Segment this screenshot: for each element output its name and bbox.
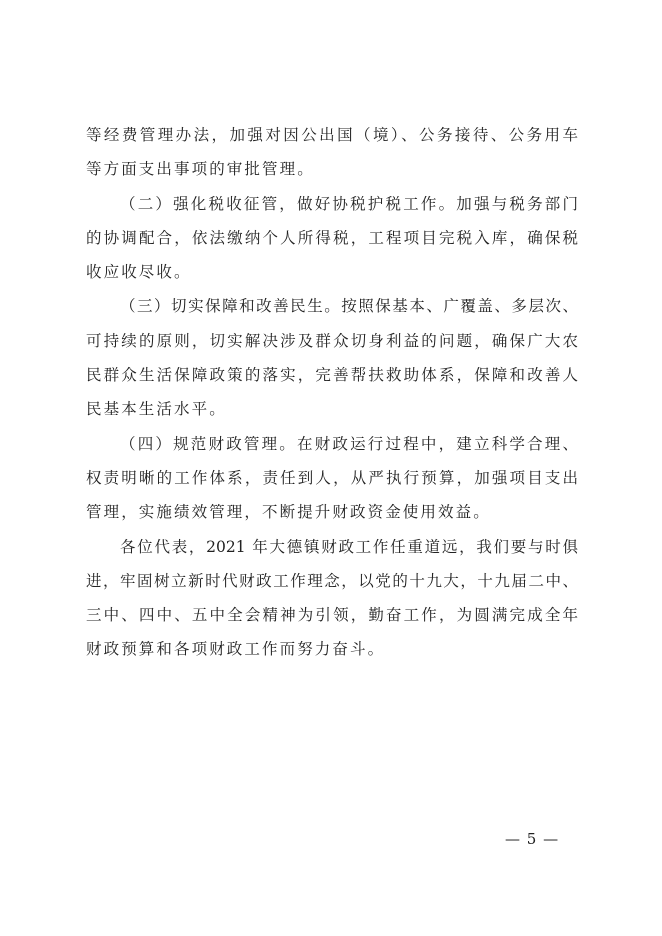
text-line: 三中、四中、五中全会精神为引领，勤奋工作，为圆满完成全年 xyxy=(86,606,578,625)
page-number: — 5 — xyxy=(505,830,560,848)
text-line: 财政预算和各项财政工作而努力奋斗。 xyxy=(86,640,386,659)
text-line: （二）强化税收征管，做好协税护税工作。加强与税务部门 xyxy=(120,194,578,213)
text-line: 的协调配合，依法缴纳个人所得税，工程项目完税入库，确保税 xyxy=(86,228,578,247)
text-line: 民群众生活保障政策的落实，完善帮扶救助体系，保障和改善人 xyxy=(86,366,578,385)
text-line: 收应收尽收。 xyxy=(86,263,192,282)
document-body xyxy=(86,118,578,667)
text-line: 进，牢固树立新时代财政工作理念，以党的十九大，十九届二中、 xyxy=(86,571,578,590)
text-line: 民基本生活水平。 xyxy=(86,400,227,419)
text-line: 各位代表，2021 年大德镇财政工作任重道远，我们要与时俱 xyxy=(120,537,578,556)
text-line: 管理，实施绩效管理，不断提升财政资金使用效益。 xyxy=(86,503,491,522)
text-line: （三）切实保障和改善民生。按照保基本、广覆盖、多层次、 xyxy=(120,297,578,316)
text-line: （四）规范财政管理。在财政运行过程中，建立科学合理、 xyxy=(120,434,578,453)
text-line: 可持续的原则，切实解决涉及群众切身利益的问题，确保广大农 xyxy=(86,331,578,350)
text-line: 等方面支出事项的审批管理。 xyxy=(86,160,315,179)
text-line: 等经费管理办法，加强对因公出国（境）、公务接待、公务用车 xyxy=(86,126,578,144)
text-line: 权责明晰的工作体系，责任到人，从严执行预算，加强项目支出 xyxy=(86,468,578,487)
